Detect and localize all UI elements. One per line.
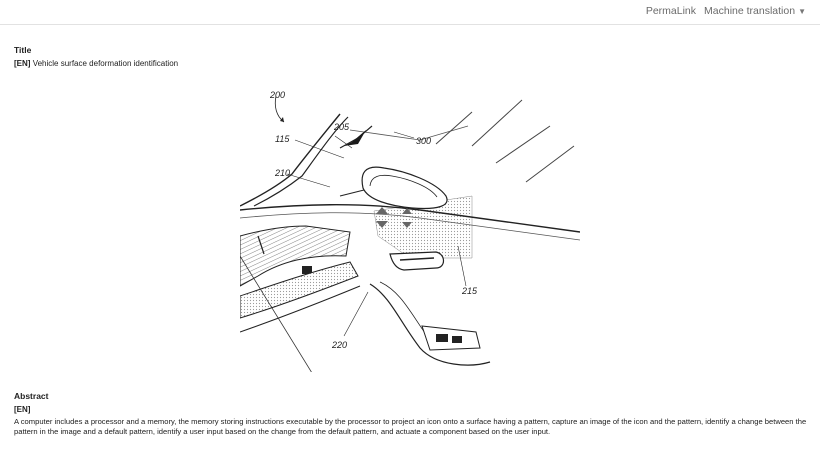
caret-down-icon: ▼ (798, 7, 806, 16)
windshield-area (350, 126, 468, 140)
title-heading: Title (14, 45, 32, 55)
title-text: Vehicle surface deformation identification (32, 59, 179, 68)
toolbar-links (646, 5, 806, 17)
door-trim (370, 284, 490, 365)
ref-label-220: 220 (332, 340, 348, 350)
machine-translation-label: Machine translation (704, 5, 796, 17)
door-handle (390, 252, 444, 270)
abstract-heading: Abstract (14, 391, 49, 401)
ref-label-115: 115 (275, 134, 290, 144)
switch-button-1 (436, 334, 448, 342)
abstract-lang-tag: [EN] (14, 405, 31, 414)
abstract-text: A computer includes a processor and a memory, the memory storing instructions executable by the processor to project an icon onto a surface having a pattern, capture an image of the icon and the pattern, identify a change between the pattern in the image and a default pattern, identify a user input based on the change from the default pattern, and actuate a component based on the user input. (14, 417, 807, 437)
mirror (362, 167, 447, 208)
ref-label-215: 215 (462, 286, 478, 296)
permalink-link[interactable]: PermaLink (645, 5, 697, 17)
title-line (14, 59, 178, 68)
ref-label-200: 200 (270, 90, 286, 100)
window-switch (422, 326, 480, 350)
ref-label-210: 210 (275, 168, 291, 178)
a-pillar-outer (240, 114, 340, 206)
top-toolbar (0, 0, 820, 25)
machine-translation-dropdown[interactable] (704, 5, 806, 17)
ref-label-300: 300 (416, 136, 432, 146)
patent-figure (240, 86, 580, 372)
title-lang-tag: [EN] (14, 59, 31, 68)
ref-label-205: 205 (334, 122, 350, 132)
switch-button-2 (452, 336, 462, 343)
